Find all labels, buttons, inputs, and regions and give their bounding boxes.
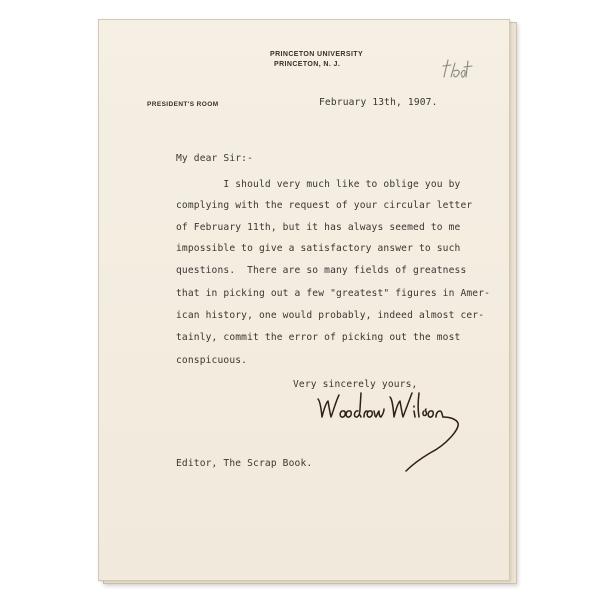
pencil-annotation-icon <box>441 57 475 83</box>
body-line: questions. There are so many fields of greatness <box>176 265 467 276</box>
salutation: My dear Sir:- <box>176 153 254 164</box>
letterhead-room: PRESIDENT'S ROOM <box>147 101 219 108</box>
body-line: conspicuous. <box>176 355 248 366</box>
body-line: impossible to give a satisfactory answer to such <box>176 243 461 254</box>
body-line: I should very much like to oblige you by <box>176 179 461 190</box>
body-line: of February 11th, but it has always seemed to me <box>176 222 461 233</box>
body-line: complying with the request of your circular letter <box>176 200 473 211</box>
signature-icon <box>308 387 468 479</box>
addressee: Editor, The Scrap Book. <box>176 458 313 469</box>
letterhead-city: PRINCETON, N. J. <box>274 61 341 68</box>
letter-date: February 13th, 1907. <box>319 97 438 108</box>
closing: Very sincerely yours, <box>293 379 418 390</box>
body-line: that in picking out a few "greatest" figures in Amer- <box>176 288 491 299</box>
body-line: ican history, one would probably, indeed almost cer- <box>176 310 485 321</box>
letterhead-institution: PRINCETON UNIVERSITY <box>270 51 364 58</box>
body-line: tainly, commit the error of picking out the most <box>176 332 461 343</box>
